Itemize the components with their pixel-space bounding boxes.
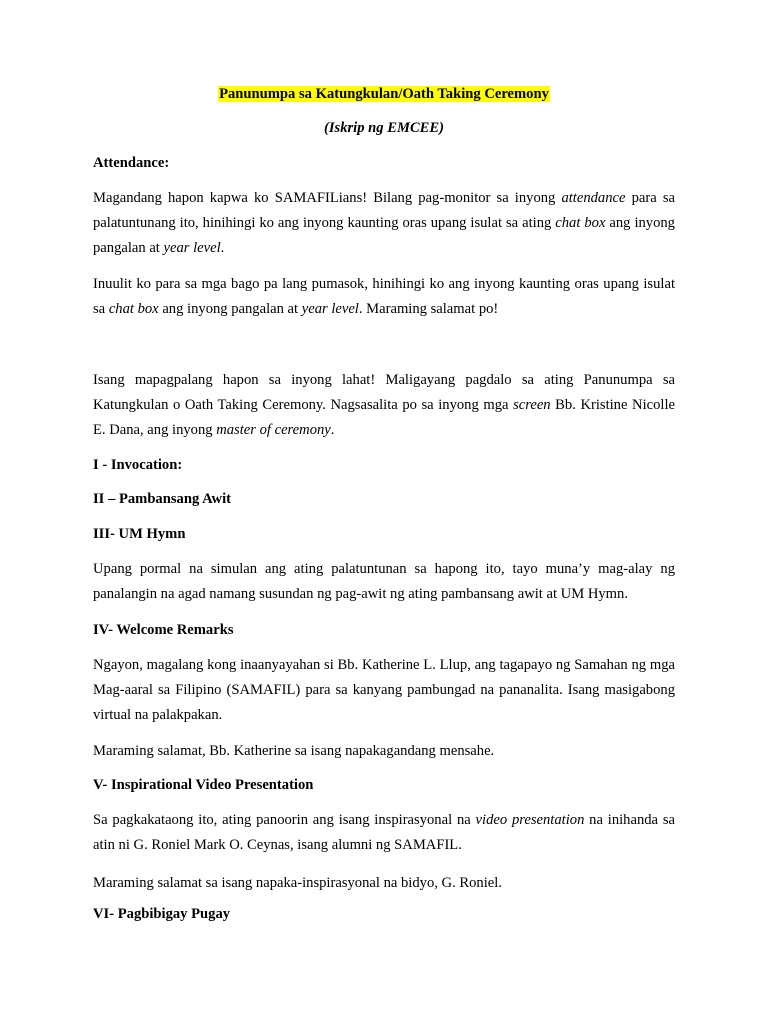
- video-thanks: Maraming salamat sa isang napaka-inspirasyonal na bidyo, G. Roniel.: [93, 875, 502, 891]
- section-video-presentation: V- Inspirational Video Presentation: [93, 777, 314, 793]
- text-run: chat box: [555, 215, 606, 231]
- text-run: Inuulit ko para sa mga bago pa lang pumasok, hinihingi ko ang inyong kaunting oras upang isulat sa: [93, 276, 675, 317]
- um-hymn-paragraph: Upang pormal na simulan ang ating palatuntunan sa hapong ito, tayo muna’y mag-alay ng panalangin na agad namang susundan ng pag-awit ng ating pambansang awit at UM Hymn.: [93, 561, 675, 602]
- text-run: chat box: [108, 301, 159, 317]
- text-run: Magandang hapon kapwa ko SAMAFILians! Bilang pag-monitor sa inyong: [93, 190, 562, 206]
- text-run: .: [330, 422, 335, 438]
- attendance-heading: Attendance:: [93, 155, 170, 171]
- document-title: Panunumpa sa Katungkulan/Oath Taking Ceremony: [219, 86, 549, 102]
- attendance-paragraph-1: [93, 186, 675, 261]
- text-run: . Maraming salamat po!: [358, 301, 499, 317]
- text-run: year level: [301, 301, 359, 317]
- video-paragraph: [93, 808, 675, 858]
- welcome-paragraph: Ngayon, magalang kong inaanyayahan si Bb. Katherine L. Llup, ang tagapayo ng Samahan ng mga Mag-aaral sa Filipino (SAMAFIL) para sa kanyang pambungad na pananalita. Isang masigabong virtual na palakpakan.: [93, 657, 675, 723]
- section-um-hymn: III- UM Hymn: [93, 526, 186, 542]
- title-line: [93, 86, 675, 103]
- text-run: attendance: [561, 190, 626, 206]
- text-run: para sa palatuntunang ito, hinihingi ko ang inyong kaunting oras upang isulat sa ating: [93, 190, 675, 231]
- welcome-thanks: Maraming salamat, Bb. Katherine sa isang napakagandang mensahe.: [93, 743, 495, 759]
- section-pagbibigay-pugay: VI- Pagbibigay Pugay: [93, 906, 231, 922]
- text-run: .: [220, 240, 225, 256]
- text-run: ang inyong pangalan at: [93, 215, 675, 256]
- text-run: year level: [163, 240, 221, 256]
- text-run: na inihanda sa atin ni G. Roniel Mark O. Ceynas, isang alumni ng SAMAFIL.: [93, 812, 675, 853]
- text-run: ang inyong pangalan at: [158, 301, 302, 317]
- text-run: Sa pagkakataong ito, ating panoorin ang isang inspirasyonal na: [93, 812, 476, 828]
- text-run: Isang mapagpalang hapon sa inyong lahat! Maligayang pagdalo sa ating Panunumpa sa Katungkulan o Oath Taking Ceremony. Nagsasalita po sa inyong mga: [93, 372, 675, 413]
- section-invocation: I - Invocation:: [93, 457, 183, 473]
- attendance-paragraph-2: [93, 272, 675, 322]
- greeting-paragraph: [93, 368, 675, 443]
- text-run: video presentation: [475, 812, 585, 828]
- text-run: screen: [513, 397, 551, 413]
- text-run: Bb. Kristine Nicolle E. Dana, ang inyong: [93, 397, 675, 438]
- section-welcome-remarks: IV- Welcome Remarks: [93, 622, 234, 638]
- text-run: master of ceremony: [216, 422, 331, 438]
- section-pambansang-awit: II – Pambansang Awit: [93, 491, 231, 507]
- document-subtitle: (Iskrip ng EMCEE): [323, 120, 445, 136]
